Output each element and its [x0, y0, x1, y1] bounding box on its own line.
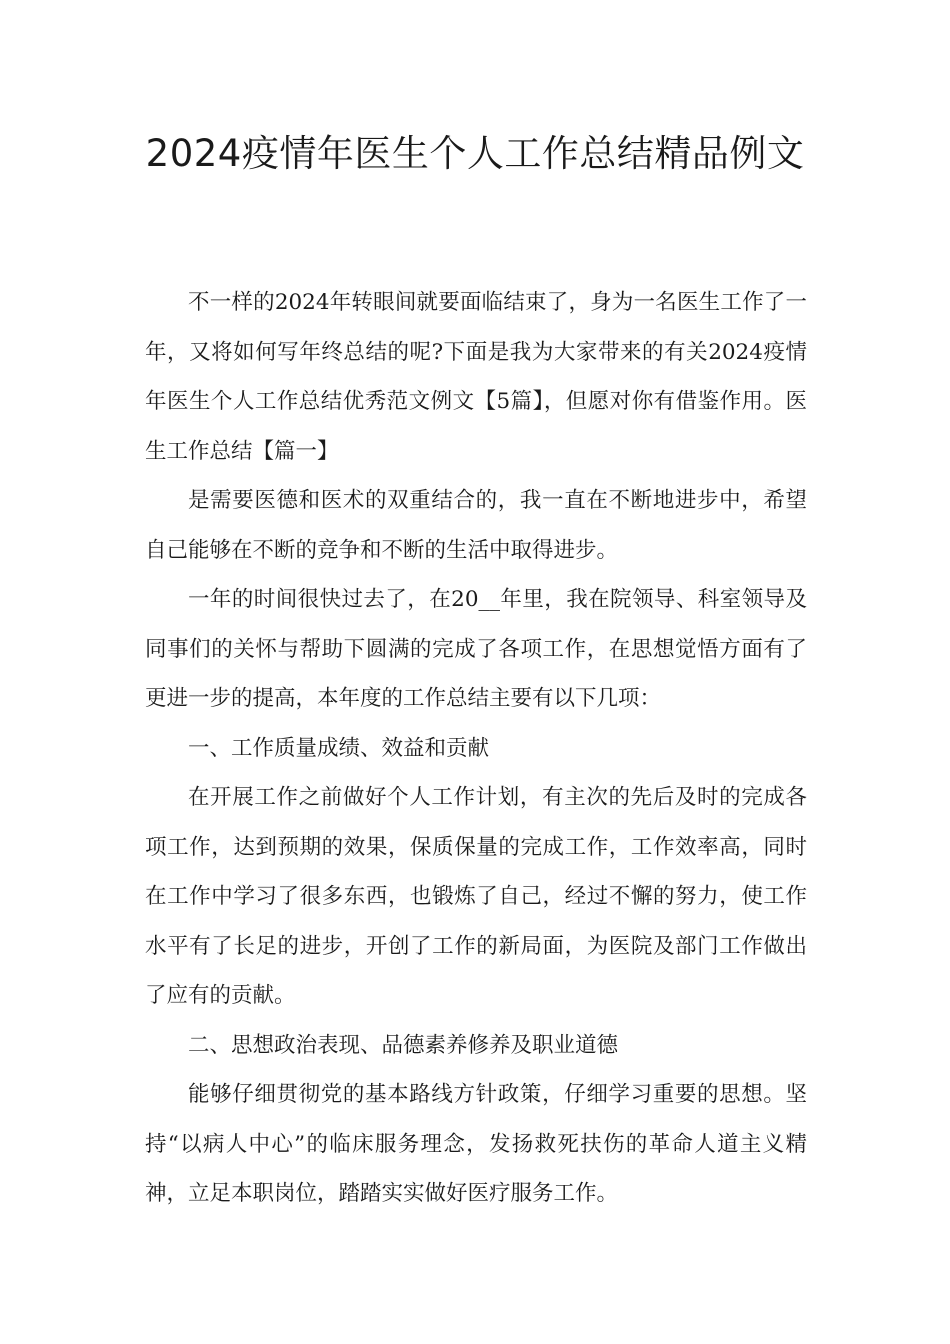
document-body: [145, 278, 807, 1219]
section-heading-work-quality: 一、工作质量成绩、效益和贡献: [188, 735, 490, 761]
paragraph-intro: 不一样的2024年转眼间就要面临结束了，身为一名医生工作了一年，又将如何写年终总结的呢?下面是我为大家带来的有关2024疫情年医生个人工作总结优秀范文例文【5篇】，但愿对你有借鉴作用。医生工作总结【篇一】: [145, 290, 807, 464]
paragraph-work-quality: 在开展工作之前做好个人工作计划，有主次的先后及时的完成各项工作，达到预期的效果，保质保量的完成工作，工作效率高，同时在工作中学习了很多东西，也锻炼了自己，经过不懈的努力，使工作水平有了长足的进步，开创了工作的新局面，为医院及部门工作做出了应有的贡献。: [145, 785, 807, 1008]
paragraph-medical-ethics: 是需要医德和医术的双重结合的，我一直在不断地进步中，希望自己能够在不断的竞争和不断的生活中取得进步。: [145, 488, 807, 563]
section-heading-ideology: 二、思想政治表现、品德素养修养及职业道德: [188, 1032, 619, 1058]
paragraph-ideology: 能够仔细贯彻党的基本路线方针政策，仔细学习重要的思想。坚持“以病人中心”的临床服务理念，发扬救死扶伤的革命人道主义精神，立足本职岗位，踏踏实实做好医疗服务工作。: [145, 1082, 807, 1206]
paragraph-year-review: 一年的时间很快过去了，在20__年里，我在院领导、科室领导及同事们的关怀与帮助下圆满的完成了各项工作，在思想觉悟方面有了更进一步的提高，本年度的工作总结主要有以下几项：: [145, 587, 807, 711]
document-title: 2024疫情年医生个人工作总结精品例文: [145, 132, 805, 175]
